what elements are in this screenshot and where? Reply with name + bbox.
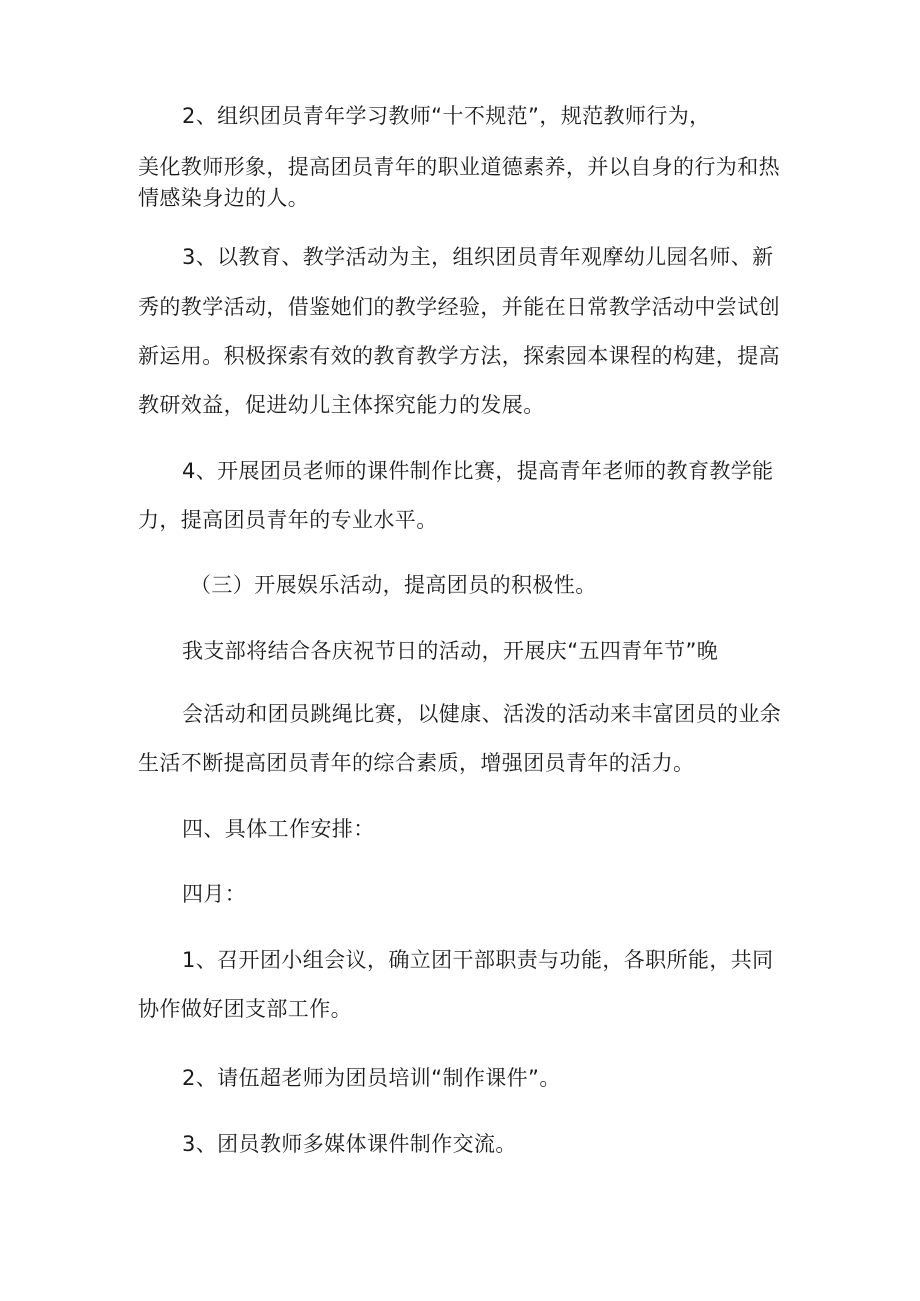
text-line: 协作做好团支部工作。 [138, 997, 352, 1021]
text-line: 我支部将结合各庆祝节日的活动，开展庆“五四青年节”晚 [182, 639, 719, 663]
text-line: 2、组织团员青年学习教师“十不规范”，规范教师行为， [182, 104, 711, 128]
section-heading: （三）开展娱乐活动，提高团员的积极性。 [190, 573, 597, 597]
text-line: 4、开展团员老师的课件制作比赛，提高青年老师的教育教学能 [182, 459, 774, 483]
text-line: 3、团员教师多媒体课件制作交流。 [182, 1132, 517, 1156]
text-line: 2、请伍超老师为团员培训“制作课件”。 [182, 1066, 561, 1090]
text-line: 力，提高团员青年的专业水平。 [138, 508, 438, 532]
text-line: 生活不断提高团员青年的综合素质，增强团员青年的活力。 [138, 751, 695, 775]
text-line: 教研效益，促进幼儿主体探究能力的发展。 [138, 393, 545, 417]
text-line: 美化教师形象，提高团员青年的职业道德素养，并以自身的行为和热 [138, 155, 780, 179]
text-line: 会活动和团员跳绳比赛，以健康、活泼的活动来丰富团员的业余 [182, 702, 782, 726]
text-line: 1、召开团小组会议，确立团干部职责与功能，各职所能，共同 [182, 948, 774, 972]
text-line: 秀的教学活动，借鉴她们的教学经验，并能在日常教学活动中尝试创 [138, 295, 780, 319]
section-heading: 四、具体工作安排： [182, 817, 375, 841]
text-line: 3、以教育、教学活动为主，组织团员青年观摩幼儿园名师、新 [182, 245, 774, 269]
text-line: 新运用。积极探索有效的教育教学方法，探索园本课程的构建，提高 [138, 344, 780, 368]
subsection-heading: 四月： [182, 882, 247, 906]
text-line: 情感染身边的人。 [138, 186, 310, 210]
